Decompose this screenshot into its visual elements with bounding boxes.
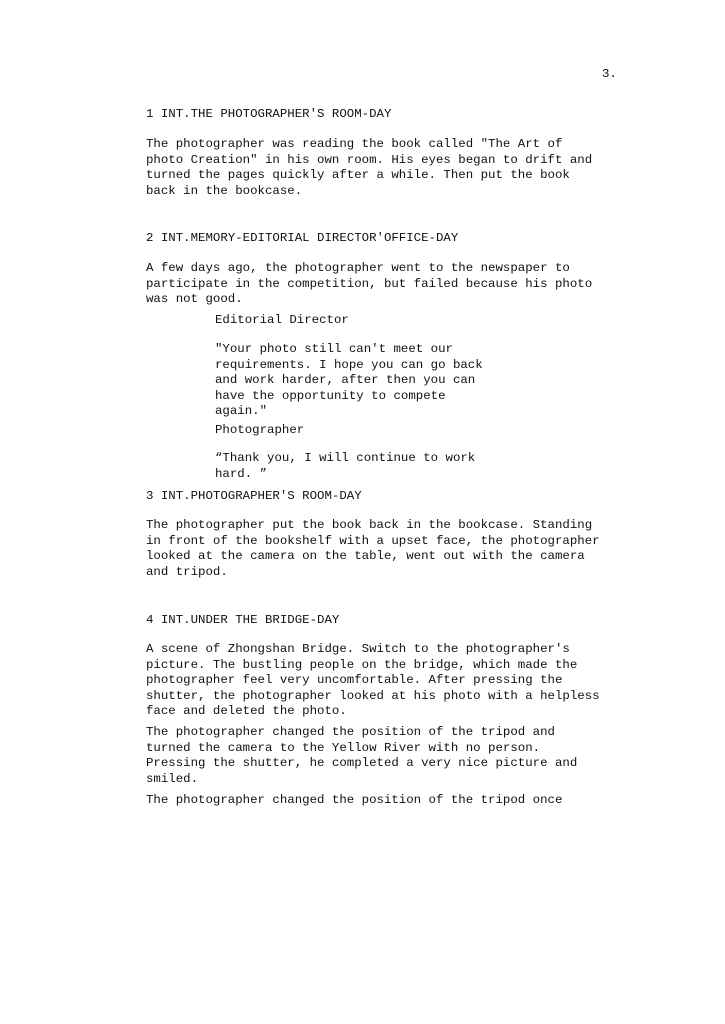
scene-1-action: The photographer was reading the book called "The Art of photo Creation" in his own room. His eyes began to drift and turned the pages quickly after a while. Then put the book back in the bookcase. <box>146 137 593 198</box>
page-number: 3. <box>602 67 617 81</box>
character-name-editorial-director: Editorial Director <box>215 313 349 327</box>
scene-2-action: A few days ago, the photographer went to the newspaper to participate in the competition, but failed because his photo was not good. <box>146 261 593 306</box>
scene-4-action-1: A scene of Zhongshan Bridge. Switch to the photographer's picture. The bustling people on the bridge, which made the photographer feel very uncomfortable. After pressing the shutter, the photographer looked at his photo with a helpless face and deleted the photo. <box>146 642 600 718</box>
dialogue-editorial-director: "Your photo still can't meet our requirements. I hope you can go back and work harder, after then you can have the opportunity to compete again." <box>215 342 483 418</box>
scene-2-heading: 2 INT.MEMORY-EDITORIAL DIRECTOR'OFFICE-DAY <box>146 231 459 245</box>
scene-4-heading: 4 INT.UNDER THE BRIDGE-DAY <box>146 613 340 627</box>
scene-3-action: The photographer put the book back in the bookcase. Standing in front of the bookshelf with a upset face, the photographer looked at the camera on the table, went out with the camera and tripod. <box>146 518 600 579</box>
scene-4-action-3: The photographer changed the position of the tripod once <box>146 793 563 807</box>
character-name-photographer: Photographer <box>215 423 305 437</box>
dialogue-photographer: “Thank you, I will continue to work hard. ” <box>215 451 476 481</box>
scene-4-action-2: The photographer changed the position of the tripod and turned the camera to the Yellow River with no person. Pressing the shutter, he completed a very nice picture and smiled. <box>146 725 578 786</box>
scene-3-heading: 3 INT.PHOTOGRAPHER'S ROOM-DAY <box>146 489 362 503</box>
scene-1-heading: 1 INT.THE PHOTOGRAPHER'S ROOM-DAY <box>146 107 392 121</box>
